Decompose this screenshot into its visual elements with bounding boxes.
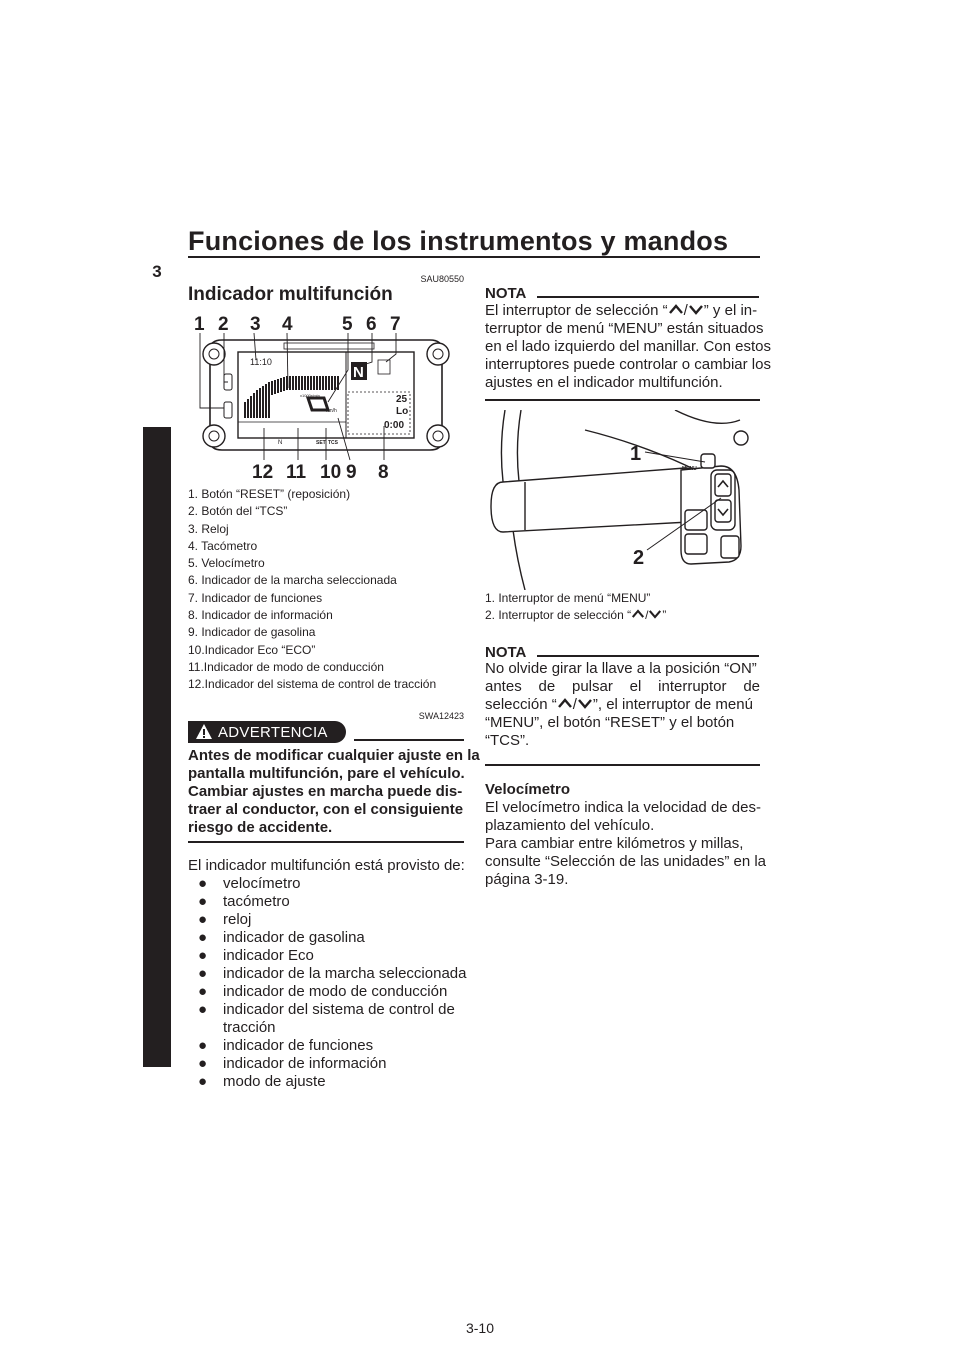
feature-list [198, 875, 468, 1091]
info-value-3: 0:00 [384, 420, 405, 431]
velocimetro-text: El velocímetro indica la velocidad de des- plazamiento del vehículo. Para cambiar entre kilómetros y millas, consulte “Selección de las unidades” en la página 3-19. [485, 799, 767, 888]
up-arrow-icon [631, 609, 645, 619]
legend-item: 9. Indicador de gasolina [188, 625, 316, 640]
legend-item: 4. Tacómetro [188, 538, 258, 553]
figure2-legend-1: 1. Interruptor de menú “MENU” [485, 591, 651, 605]
warning-code: SWA12423 [418, 711, 464, 721]
callout-12: 12 [252, 462, 274, 482]
list-item: ● indicador de la marcha seleccionada [198, 965, 467, 982]
legend-item: 2. Botón del “TCS” [188, 504, 288, 519]
callout-4: 4 [282, 314, 293, 335]
up-arrow-icon [557, 698, 573, 709]
callout-10: 10 [320, 462, 342, 482]
list-item: ● indicador de modo de conducción [198, 983, 448, 1000]
instrument-panel-illustration [188, 310, 464, 482]
lamp-neutral: N [278, 440, 283, 446]
rpm-unit: x1000r/min [300, 393, 320, 398]
legend-item: 5. Velocímetro [188, 556, 265, 571]
legend-item: 6. Indicador de la marcha seleccionada [188, 573, 397, 588]
chapter-number: 3 [152, 262, 162, 281]
nota2-rule-top [537, 655, 759, 657]
legend-item: 3. Reloj [188, 521, 229, 536]
nota1-text: El interruptor de selección “ / ” y el in- terruptor de menú “MENU” están situados en el lado izquierdo del manillar. Con estos interruptores puede controlar o cambiar los ajustes en el indicador multifunción. [485, 302, 772, 391]
legend-item: 7. Indicador de funciones [188, 590, 323, 605]
chapter-tab [143, 427, 171, 1067]
nota1-rule-bottom [485, 399, 760, 401]
lamp-tcs: TCS [328, 440, 338, 446]
legend-item: 10.Indicador Eco “ECO” [188, 642, 316, 657]
callout-1: 1 [194, 314, 205, 335]
nota1-label: NOTA [485, 285, 527, 302]
callout-2: 2 [218, 314, 229, 335]
nota2-rule-bottom [485, 764, 760, 766]
list-item: ● modo de ajuste [198, 1073, 326, 1090]
warning-label-box [188, 721, 346, 743]
list-item: ● velocímetro [198, 875, 301, 892]
warning-rule-top [354, 739, 464, 741]
up-arrow-icon [668, 304, 684, 315]
gear-indicator: N [353, 364, 364, 381]
instrument-figure [188, 310, 464, 482]
section-title: Indicador multifunción [188, 284, 393, 305]
warning-label: ADVERTENCIA [218, 724, 328, 741]
callout-6: 6 [366, 314, 377, 335]
nota2-label: NOTA [485, 644, 527, 661]
down-arrow-icon [648, 609, 662, 619]
callout-5: 5 [342, 314, 353, 335]
info-value-1: 25 [396, 394, 408, 405]
clock-readout: 11:10 [250, 357, 272, 367]
nota2-text: No olvide girar la llave a la posición “ON” antes de pulsar el interruptor de selección “ / ”, el interruptor de menú “MENU”, el botón “RESET” y el botón “TCS”. [485, 660, 760, 749]
section-code: SAU80550 [420, 274, 464, 284]
callout-1: 1 [630, 443, 642, 465]
warning-icon [195, 723, 213, 741]
info-value-2: Lo [396, 406, 409, 417]
figure2-legend-2: 2. Interruptor de selección “ / ” [485, 608, 667, 622]
legend-item: 12.Indicador del sistema de control de tracción [188, 677, 437, 692]
callout-11: 11 [286, 462, 307, 482]
legend-item: 11.Indicador de modo de conducción [188, 659, 384, 674]
down-arrow-icon [688, 304, 704, 315]
callout-3: 3 [250, 314, 261, 335]
list-item: ● indicador de gasolina [198, 929, 365, 946]
list-item: ● reloj [198, 911, 252, 928]
callout-2: 2 [633, 547, 645, 569]
handlebar-switch-illustration [485, 410, 760, 590]
speed-unit: km/h [326, 408, 337, 414]
list-item: ● tacómetro [198, 893, 290, 910]
callout-9: 9 [346, 462, 357, 482]
list-item: ● indicador de información [198, 1055, 387, 1072]
nota1-rule-top [537, 296, 759, 298]
list-item: ● indicador Eco [198, 947, 314, 964]
list-item: ● indicador del sistema de control de [198, 1001, 455, 1018]
callout-8: 8 [378, 462, 389, 482]
callout-7: 7 [390, 314, 401, 335]
figure1-legend [188, 486, 468, 694]
list-item-continuation: tracción [223, 1019, 276, 1036]
header-rule [188, 256, 760, 258]
warning-rule-bottom [188, 841, 464, 843]
intro-text: El indicador multifunción está provisto de: [188, 857, 465, 874]
legend-item: 8. Indicador de información [188, 608, 333, 623]
lamp-set: SET [316, 440, 326, 446]
page-header-title: Funciones de los instrumentos y mandos [188, 226, 729, 256]
warning-text: Antes de modificar cualquier ajuste en la pantalla multifunción, pare el vehículo. Cambiar ajustes en marcha puede dis- traer al conductor, con el consiguiente riesgo de accidente. [188, 747, 480, 836]
down-arrow-icon [577, 698, 593, 709]
handlebar-figure [485, 410, 760, 590]
menu-switch-text: MENU [682, 466, 697, 472]
list-item: ● indicador de funciones [198, 1037, 374, 1054]
page-number: 3-10 [465, 1320, 495, 1336]
velocimetro-heading: Velocímetro [485, 781, 571, 798]
legend-item: 1. Botón “RESET” (reposición) [188, 487, 351, 501]
